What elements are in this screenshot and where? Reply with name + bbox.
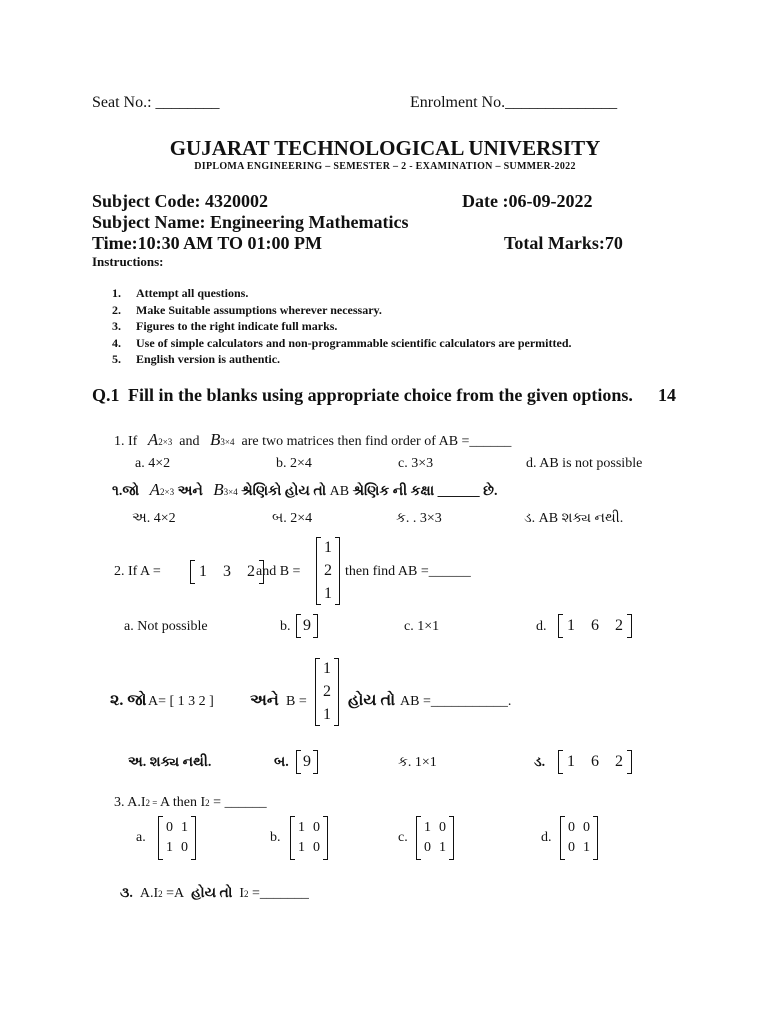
item2-gujarati-a: A= [ 1 3 2 ] xyxy=(148,694,214,709)
item2-option-a: a. Not possible xyxy=(124,619,208,634)
item1-option-c: c. 3×3 xyxy=(398,456,434,471)
item1-gujarati-option-c: ક. . 3×3 xyxy=(396,511,442,526)
item1-question: 1. If A2×3 and B3×4 are two matrices then find order of AB =______ xyxy=(114,430,512,449)
question-text: Fill in the blanks using appropriate choice from the given options. xyxy=(128,385,633,405)
item3-option-b-label: b. xyxy=(270,830,281,845)
exam-date: Date :06-09-2022 xyxy=(462,191,593,211)
item1-gujarati-question: ૧.જો A2×3 અને B3×4 શ્રેણિકો હોય તો AB શ્રેણિક ની કક્ષા ______ છે. xyxy=(112,480,498,499)
instructions-label: Instructions: xyxy=(92,254,164,269)
item1-gujarati-option-a: અ. 4×2 xyxy=(132,511,176,526)
enrolment-no: Enrolment No.______________ xyxy=(410,94,618,111)
instructions-list xyxy=(112,285,572,368)
item2-gujarati-option-a: અ. શક્ય નથી. xyxy=(128,755,212,770)
item2-gujarati-hoy: હોય તો xyxy=(348,692,396,709)
item2-gujarati-ane: અને xyxy=(250,692,279,709)
item1-option-a: a. 4×2 xyxy=(135,456,171,471)
item2-gujarati-num: ૨. જો xyxy=(110,692,147,709)
item1-gujarati-option-d: ડ. AB શક્ય નથી. xyxy=(524,511,624,526)
item2-gujarati-matrix-b: 1 2 1 xyxy=(315,658,339,726)
item3-option-a-matrix: 0 1 1 0 xyxy=(158,816,196,860)
item3-option-c-matrix: 1 0 0 1 xyxy=(416,816,454,860)
exam-line: DIPLOMA ENGINEERING – SEMESTER – 2 - EXAMINATION – SUMMER-2022 xyxy=(194,161,576,172)
item2-matrix-a: 1 3 2 xyxy=(190,560,264,584)
subject-name: Subject Name: Engineering Mathematics xyxy=(92,212,409,232)
instruction-item: 4. Use of simple calculators and non-programmable scientific calculators are permitted. xyxy=(112,335,572,350)
item2-gujarati-option-b-matrix: 9 xyxy=(296,750,318,774)
item2-gujarati-option-d-matrix: 1 6 2 xyxy=(558,750,632,774)
subject-code: Subject Code: 4320002 xyxy=(92,191,268,211)
item3-option-d-label: d. xyxy=(541,830,552,845)
item3-option-c-label: c. xyxy=(398,830,408,845)
item1-option-d: d. AB is not possible xyxy=(526,456,643,471)
item3-option-a-label: a. xyxy=(136,830,146,845)
total-marks: Total Marks:70 xyxy=(504,233,623,253)
item2-if-a: 2. If A = xyxy=(114,564,161,579)
question-number: Q.1 xyxy=(92,385,120,405)
item3-option-d-matrix: 0 0 0 1 xyxy=(560,816,598,860)
instruction-item: 2. Make Suitable assumptions wherever necessary. xyxy=(112,302,382,317)
item2-option-b-label: b. xyxy=(280,619,291,634)
item2-gujarati-option-c: ક. 1×1 xyxy=(398,755,437,770)
item2-option-d-matrix: 1 6 2 xyxy=(558,614,632,638)
instruction-item: 3. Figures to the right indicate full marks. xyxy=(112,319,338,333)
item2-option-c: c. 1×1 xyxy=(404,619,440,634)
instruction-item: 5. English version is authentic. xyxy=(112,352,281,366)
university-title: GUJARAT TECHNOLOGICAL UNIVERSITY xyxy=(169,136,601,160)
item2-and-b: and B = xyxy=(256,564,301,579)
item1-gujarati-option-b: બ. 2×4 xyxy=(272,511,313,526)
item1-option-b: b. 2×4 xyxy=(276,456,312,471)
item2-option-d-label: d. xyxy=(536,619,547,634)
exam-time: Time:10:30 AM TO 01:00 PM xyxy=(92,233,322,253)
item2-gujarati-b: B = xyxy=(286,694,307,709)
item2-gujarati-option-d-label: ડ. xyxy=(534,755,546,770)
item2-gujarati-ab: AB =___________. xyxy=(400,694,512,709)
item2-gujarati-option-b-label: બ. xyxy=(274,755,289,770)
instruction-item: 1. Attempt all questions. xyxy=(112,286,249,300)
item3-option-b-matrix: 1 0 1 0 xyxy=(290,816,328,860)
item3-question: 3. A.I2 = A then I2 = ______ xyxy=(114,795,267,810)
seat-no: Seat No.: ________ xyxy=(92,94,220,111)
item3-gujarati-question: ૩. A.I2 =A હોય તો I2 =_______ xyxy=(120,886,309,901)
item2-option-b-matrix: 9 xyxy=(296,614,318,638)
question-marks: 14 xyxy=(658,385,676,405)
item2-then-find: then find AB =______ xyxy=(345,564,471,579)
item2-matrix-b: 1 2 1 xyxy=(316,537,340,605)
